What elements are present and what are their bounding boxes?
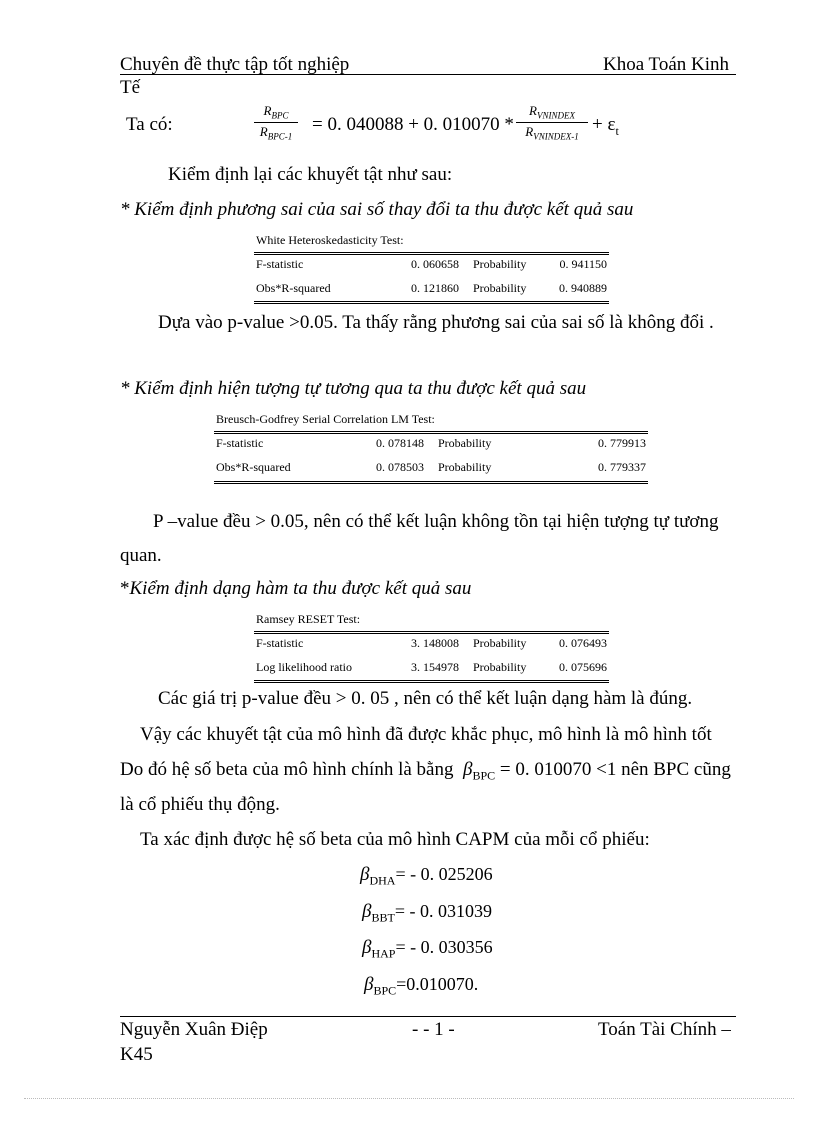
- table-row: F-statistic 0. 060658 Probability 0. 941150: [256, 256, 607, 271]
- section2-heading: * Kiểm định hiện tượng tự tương qua ta thu được kết quả sau: [120, 378, 587, 399]
- page-edge-divider: [24, 1098, 794, 1099]
- equation-intro: Ta có:: [126, 114, 173, 135]
- section3-caption: Ramsey RESET Test:: [256, 612, 361, 626]
- fraction-vnindex: $R_{VNINDEX}$ $R_{VNINDEX-1}$: [516, 103, 588, 141]
- beta-hap: $\beta_{HAP}= - 0$. 030356: [362, 937, 493, 961]
- section3-conclusion: Các giá trị p-value đều > 0. 05 , nên có thể kết luận dạng hàm là đúng.: [158, 688, 693, 709]
- paragraph-line1: Vậy các khuyết tật của mô hình đã được khắc phục, mô hình là mô hình tốt: [140, 724, 712, 745]
- footer-department-wrap: K45: [120, 1044, 153, 1065]
- header-title: Chuyên đề thực tập tốt nghiệp: [120, 54, 350, 75]
- section2-conclusion-line2: quan.: [120, 545, 162, 566]
- table-row: Log likelihood ratio 3. 154978 Probability 0. 075696: [256, 659, 607, 674]
- section3-table-bottom-rule: [254, 680, 609, 683]
- section1-heading: * Kiểm định phương sai của sai số thay đổi ta thu được kết quả sau: [120, 199, 634, 220]
- footer-department: Toán Tài Chính –: [598, 1019, 731, 1040]
- footer-page-number: - - 1 -: [412, 1019, 455, 1040]
- footer-author: Nguyễn Xuân Điệp: [120, 1019, 268, 1040]
- beta-dha: $\beta_{DHA}= - 0$. 025206: [360, 864, 493, 888]
- section2-table-bottom-rule: [214, 481, 648, 484]
- equation-error-term: + $\varepsilon_t$: [592, 114, 619, 138]
- section3-results-table: [252, 631, 611, 679]
- paragraph-line3: là cổ phiếu thụ động.: [120, 794, 280, 815]
- paragraph-line4: Ta xác định được hệ số beta của mô hình CAPM của mỗi cổ phiếu:: [140, 829, 650, 850]
- paragraph-line2: Do đó hệ số beta của mô hình chính là bằng $\beta_{BPC} = 0$. 010070 <1 nên BPC cũng: [120, 759, 731, 783]
- footer-rule: [120, 1016, 736, 1017]
- beta-bbt: $\beta_{BBT}= - 0$. 031039: [362, 901, 492, 925]
- table-row: Obs*R-squared 0. 078503 Probability 0. 779337: [216, 459, 646, 474]
- section2-caption: Breusch-Godfrey Serial Correlation LM Test:: [216, 412, 435, 426]
- table-row: F-statistic 3. 148008 Probability 0. 076493: [256, 635, 607, 650]
- fraction-bpc: $R_{BPC}$ $R_{BPC-1}$: [254, 103, 298, 141]
- header-department-wrap: Tế: [120, 77, 141, 98]
- section3-heading: *Kiểm định dạng hàm ta thu được kết quả sau: [120, 578, 472, 599]
- check-intro: Kiểm định lại các khuyết tật như sau:: [168, 164, 453, 185]
- table-row: Obs*R-squared 0. 121860 Probability 0. 940889: [256, 280, 607, 295]
- equation-coefficients: = 0. 040088 + 0. 010070 *: [312, 114, 514, 135]
- section2-results-table: [212, 431, 650, 479]
- beta-bpc: $\beta_{BPC}=0.010070$.: [364, 974, 479, 998]
- table-row: F-statistic 0. 078148 Probability 0. 779913: [216, 435, 646, 450]
- section1-table-bottom-rule: [254, 301, 609, 304]
- section1-results-table: [252, 252, 611, 300]
- section1-caption: White Heteroskedasticity Test:: [256, 233, 404, 247]
- header-department: Khoa Toán Kinh: [603, 54, 730, 75]
- header-rule: [120, 74, 736, 75]
- section1-conclusion: Dựa vào p-value >0.05. Ta thấy rằng phương sai của sai số là không đổi .: [158, 312, 714, 333]
- section2-conclusion-line1: P –value đều > 0.05, nên có thể kết luận không tồn tại hiện tượng tự tương: [153, 511, 719, 532]
